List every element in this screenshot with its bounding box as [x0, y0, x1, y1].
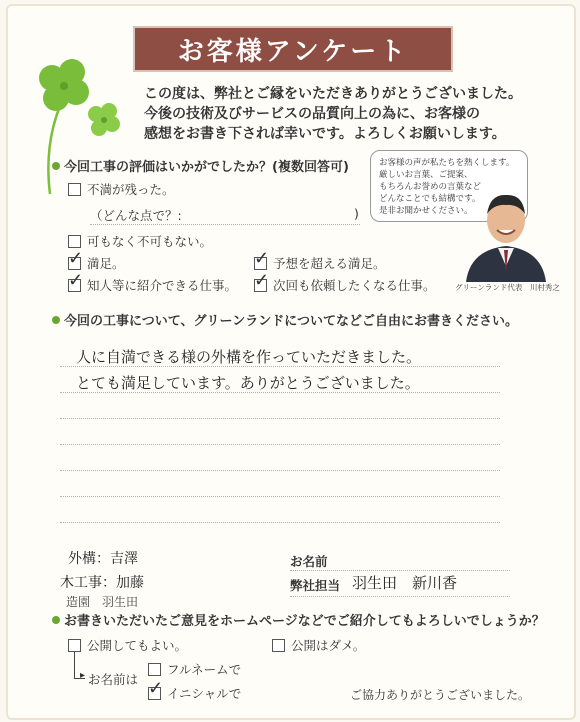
- staff-handwritten: 羽生田 新川香: [352, 574, 458, 592]
- checkmark-icon: ✓: [254, 247, 270, 269]
- president-portrait: [460, 184, 552, 282]
- option-fullname[interactable]: [148, 660, 241, 678]
- name-is-label: [88, 670, 138, 688]
- intro-line: 感想をお書き下されば幸いです。よろしくお願いします。: [144, 126, 506, 142]
- checkmark-icon: ✓: [148, 677, 164, 699]
- option-publish-ng[interactable]: [272, 636, 365, 654]
- option-publish-ok[interactable]: [68, 636, 187, 654]
- bullet-dot-icon: [52, 162, 60, 170]
- q2-heading: [52, 310, 518, 329]
- option-unsatisfied[interactable]: [68, 180, 175, 198]
- handwritten-answer-2: とても満足しています。ありがとうございました。: [76, 374, 420, 392]
- option-label: 公開してもよい。: [87, 638, 188, 653]
- answer-line[interactable]: [60, 522, 500, 523]
- answer-line[interactable]: [60, 444, 500, 445]
- option-again[interactable]: [254, 269, 436, 294]
- handwritten-answer-1: 人に自満できる様の外構を作っていただきました。: [76, 348, 422, 366]
- bubble-line: 是非お聞かせください。: [379, 206, 473, 216]
- intro-line: 今後の技術及びサービスの品質向上の為に、お客様の: [144, 106, 480, 122]
- option-initials[interactable]: [148, 677, 242, 702]
- detail-prompt-label: （どんな点で？:: [90, 208, 182, 223]
- title-text: お客様アンケート: [177, 36, 409, 67]
- bubble-line: どんなことでも結構です。: [379, 194, 481, 204]
- q3-heading-text: お書きいただいたご意見をホームページなどでご紹介してもよろしいでしょうか？: [64, 614, 545, 629]
- checkmark-icon: ✓: [254, 269, 270, 291]
- checkbox-icon[interactable]: [68, 247, 84, 270]
- checkbox-icon[interactable]: [272, 639, 285, 652]
- bullet-dot-icon: [52, 616, 60, 624]
- staff-note-1: 外構：吉澤: [68, 551, 138, 567]
- option-neutral[interactable]: [68, 232, 212, 250]
- bubble-line: 厳しいお言葉、ご提案、: [379, 170, 473, 180]
- q3-heading: [52, 610, 545, 629]
- checkbox-icon[interactable]: [68, 639, 81, 652]
- answer-line[interactable]: [60, 418, 500, 419]
- staff-label-text: 弊社担当: [290, 578, 341, 593]
- option-label: 満足。: [87, 256, 125, 271]
- staff-label: [290, 576, 340, 594]
- clover-small-icon: [82, 100, 126, 144]
- q2-heading-text: 今回の工事について、グリーンランドについてなどご自由にお書きください。: [64, 314, 518, 329]
- staff-note-2: 木工事：加藤: [60, 575, 144, 591]
- answer-line[interactable]: [60, 496, 500, 497]
- name-line[interactable]: [290, 570, 510, 571]
- checkbox-icon[interactable]: [254, 269, 270, 292]
- bullet-dot-icon: [52, 316, 60, 324]
- staff-note-3: 造園 羽生田: [66, 595, 139, 609]
- checkmark-icon: ✓: [68, 269, 84, 291]
- intro-text: [144, 84, 554, 144]
- name-label-text: お名前: [290, 554, 328, 569]
- option-label: 不満が残った。: [87, 182, 175, 197]
- option-label: 予想を超える満足。: [273, 256, 386, 271]
- option-recommend[interactable]: [68, 269, 238, 294]
- checkbox-icon[interactable]: [68, 183, 81, 196]
- intro-line: この度は、弊社とご縁をいただきありがとうございました。: [144, 86, 522, 102]
- name-label: [290, 552, 328, 570]
- checkmark-icon: ✓: [68, 247, 84, 269]
- checkbox-icon[interactable]: [148, 677, 164, 700]
- answer-line[interactable]: [60, 470, 500, 471]
- option-label: 公開はダメ。: [291, 638, 366, 653]
- staff-line[interactable]: [290, 596, 510, 597]
- checkbox-icon[interactable]: [68, 235, 81, 248]
- checkbox-icon[interactable]: [254, 247, 270, 270]
- q1-heading: [52, 156, 349, 175]
- q1-heading-text: 今回工事の評価はいかがでしたか？(複数回答可): [64, 160, 349, 175]
- option-label: 可もなく不可もない。: [87, 234, 213, 249]
- bubble-line: もちろんお誉めの言葉など: [379, 182, 482, 192]
- checkbox-icon[interactable]: [148, 663, 161, 676]
- president-caption: グリーンランド代表 川村秀之: [455, 283, 560, 292]
- option-label: 次回も依頼したくなる仕事。: [273, 278, 436, 293]
- detail-prompt: [90, 206, 182, 224]
- thanks-text: ご協力ありがとうございました。: [350, 688, 531, 702]
- bubble-line: お客様の声が私たちを熱くします。: [379, 158, 515, 168]
- option-label: イニシャルで: [167, 686, 242, 701]
- option-label: フルネームで: [167, 662, 242, 677]
- checkbox-icon[interactable]: [68, 269, 84, 292]
- detail-line[interactable]: [90, 224, 360, 225]
- detail-close: ): [354, 206, 359, 221]
- option-exceeded[interactable]: [254, 247, 386, 272]
- survey-title: [133, 26, 453, 72]
- arrow-head-icon: ▸: [80, 670, 86, 681]
- name-is-text: お名前は: [88, 672, 139, 687]
- option-label: 知人等に紹介できる仕事。: [87, 278, 238, 293]
